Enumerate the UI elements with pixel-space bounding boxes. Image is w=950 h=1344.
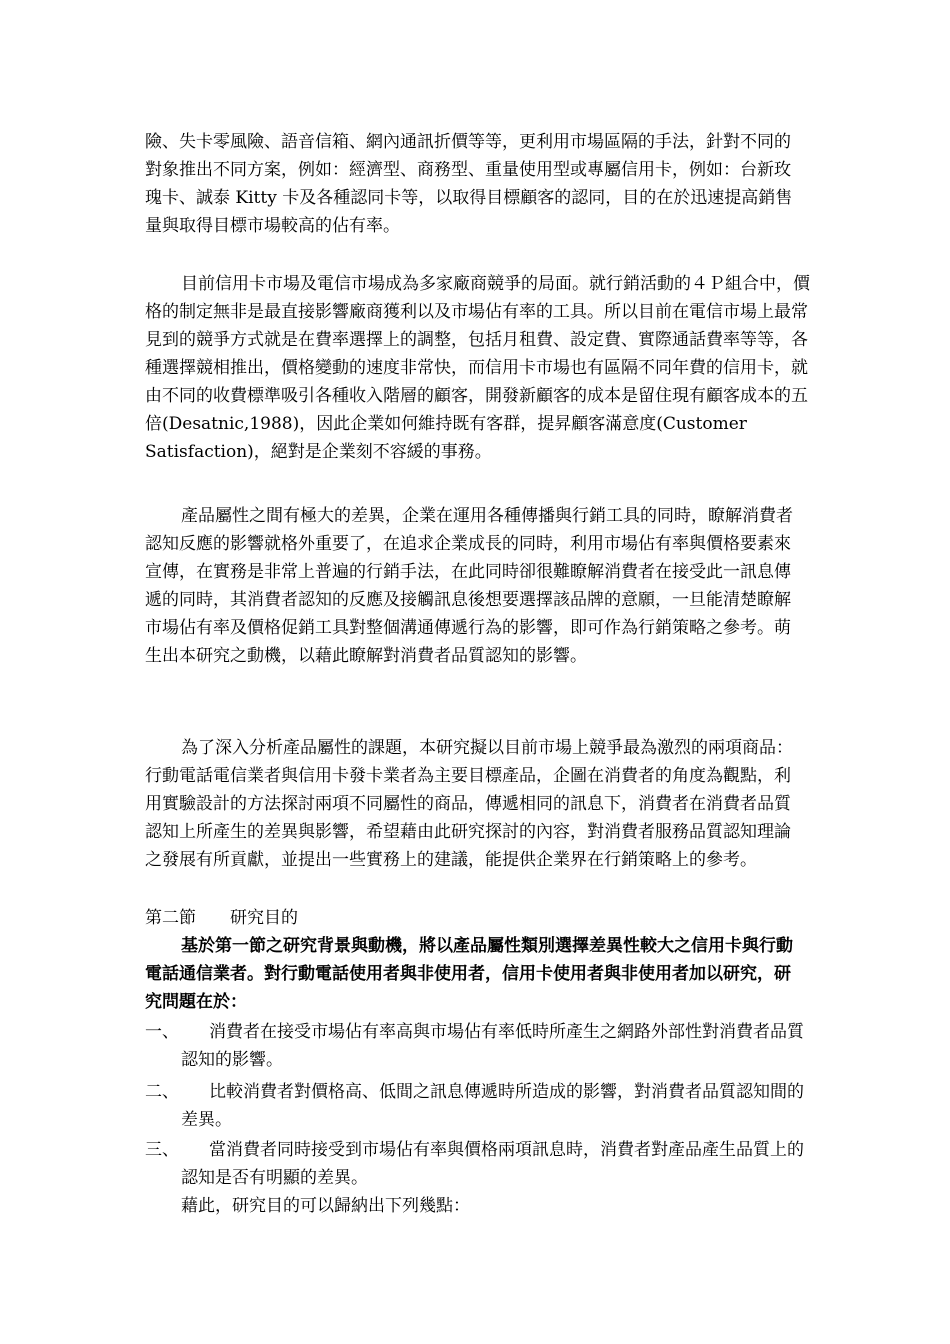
paragraph-research-questions-intro: 基於第一節之研究背景與動機，將以產品屬性類別選擇差異性較大之信用卡與行動電話通信業者。對行動電話使用者與非使用者，信用卡使用者與非使用者加以研究，研究問題在於： bbox=[145, 936, 793, 1012]
list-item-text: 比較消費者對價格高、低間之訊息傳遞時所造成的影響，對消費者品質認知間的差異。 bbox=[181, 1082, 804, 1130]
list-item-text: 消費者在接受市場佔有率高與市場佔有率低時所產生之網路外部性對消費者品質認知的影響。 bbox=[181, 1022, 804, 1070]
list-marker: 二、 bbox=[145, 1082, 179, 1102]
paragraph-market-competition: 目前信用卡市場及電信市場成為多家廠商競爭的局面。就行銷活動的４Ｐ組合中，價格的制定無非是最直接影響廠商獲利以及市場佔有率的工具。所以目前在電信市場上最常見到的競爭方式就是在費率選擇上的調整，包括月租費、設定費、實際通話費率等等，各種選擇競相推出，價格變動的速度非常快，而信用卡市場也有區隔不同年費的信用卡，就由不同的收費標準吸引各種收入階層的顧客，開發新顧客的成本是留住現有顧客成本的五倍(Desatnic,1988)，因此企業如何維持既有客群，提昇顧客滿意度(Customer Satisfaction)，絕對是企業刻不容緩的事務。 bbox=[145, 274, 810, 462]
list-marker: 一、 bbox=[145, 1022, 179, 1042]
section-heading: 第二節 研究目的 bbox=[145, 908, 298, 928]
list-item bbox=[145, 1018, 815, 1074]
paragraph-marketing-segmentation: 險、失卡零風險、語音信箱、網內通訊折價等等，更利用市場區隔的手法，針對不同的對象推出不同方案，例如：經濟型、商務型、重量使用型或專屬信用卡，例如：台新玫瑰卡、誠泰 Kitty 卡及各種認同卡等，以取得目標顧客的認同，目的在於迅速提高銷售量與取得目標市場較高的佔有率。 bbox=[145, 132, 793, 236]
paragraph-product-attributes: 產品屬性之間有極大的差異，企業在運用各種傳播與行銷工具的同時，瞭解消費者認知反應的影響就格外重要了，在追求企業成長的同時，利用市場佔有率與價格要素來宣傳，在實務是非常上普遍的行銷手法，在此同時卻很難瞭解消費者在接受此一訊息傳遞的同時，其消費者認知的反應及接觸訊息後想要選擇該品牌的意願，一旦能清楚瞭解市場佔有率及價格促銷工具對整個溝通傳遞行為的影響，即可作為行銷策略之參考。萌生出本研究之動機，以藉此瞭解對消費者品質認知的影響。 bbox=[145, 506, 793, 666]
paragraph-research-objectives-intro: 藉此，研究目的可以歸納出下列幾點： bbox=[181, 1196, 470, 1216]
list-item-text: 當消費者同時接受到市場佔有率與價格兩項訊息時，消費者對產品產生品質上的認知是否有明顯的差異。 bbox=[181, 1140, 804, 1188]
list-item bbox=[145, 1078, 815, 1134]
list-item bbox=[145, 1136, 815, 1192]
document-page bbox=[145, 0, 815, 1344]
paragraph-research-scope: 為了深入分析產品屬性的課題，本研究擬以目前市場上競爭最為激烈的兩項商品：行動電話電信業者與信用卡發卡業者為主要目標產品，企圖在消費者的角度為觀點，利用實驗設計的方法探討兩項不同屬性的商品，傳遞相同的訊息下，消費者在消費者品質認知上所產生的差異與影響，希望藉由此研究探討的內容，對消費者服務品質認知理論之發展有所貢獻，並提出一些實務上的建議，能提供企業界在行銷策略上的參考。 bbox=[145, 738, 793, 870]
list-marker: 三、 bbox=[145, 1140, 179, 1160]
